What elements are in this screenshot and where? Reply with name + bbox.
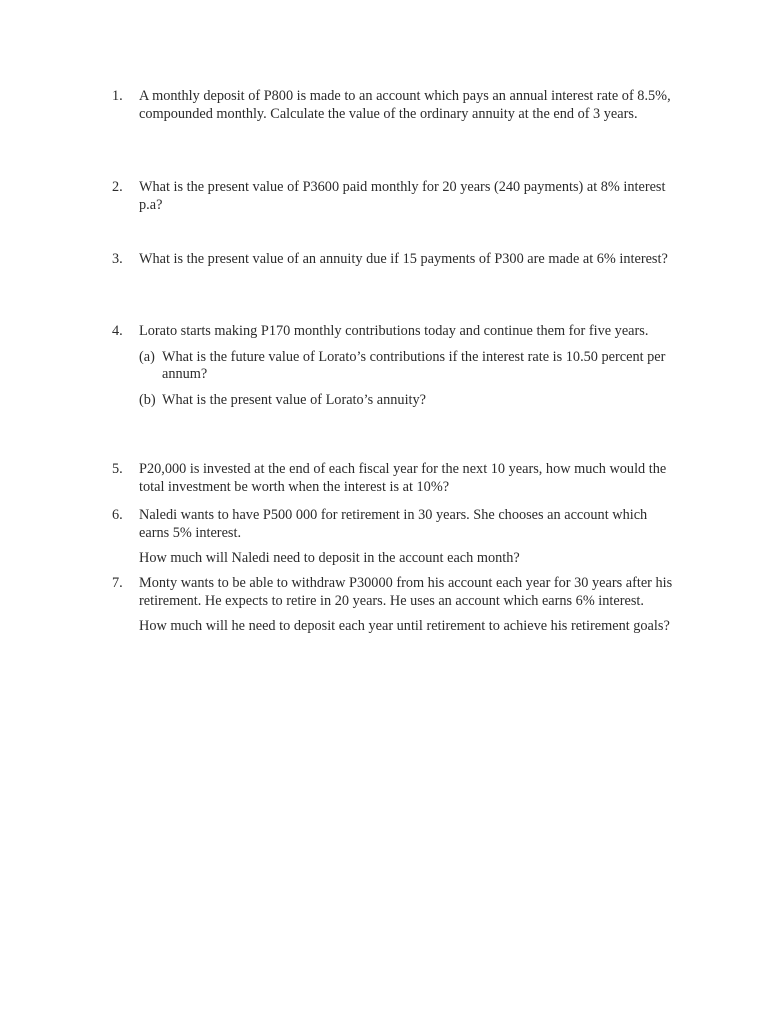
sub-question-text: What is the future value of Lorato’s contributions if the interest rate is 10.50 percent per annum? (162, 348, 666, 382)
question-number: 6. (112, 507, 123, 523)
question-number: 4. (112, 323, 123, 339)
question-text: What is the present value of P3600 paid monthly for 20 years (240 payments) at 8% interest p.a? (139, 179, 666, 213)
question-1 (112, 88, 677, 123)
sub-question-b (139, 392, 677, 410)
question-4 (112, 323, 677, 409)
question-number: 1. (112, 88, 123, 104)
question-text: Lorato starts making P170 monthly contributions today and continue them for five years. (139, 323, 649, 339)
sub-question-label: (a) (139, 348, 155, 365)
question-2 (112, 179, 677, 214)
question-follow-up: How much will he need to deposit each year until retirement to achieve his retirement goals? (139, 618, 670, 634)
question-number: 7. (112, 575, 123, 591)
question-text: P20,000 is invested at the end of each fiscal year for the next 10 years, how much would the total investment be worth when the interest is at 10%? (139, 461, 667, 495)
question-text: Monty wants to be able to withdraw P30000 from his account each year for 30 years after his retirement. He expects to retire in 20 years. He uses an account which earns 6% interest. (139, 575, 673, 609)
question-3 (112, 251, 677, 269)
question-follow-up: How much will Naledi need to deposit in the account each month? (139, 550, 520, 566)
question-5 (112, 461, 677, 496)
question-number: 3. (112, 251, 123, 267)
question-text: What is the present value of an annuity due if 15 payments of P300 are made at 6% interest? (139, 251, 668, 267)
sub-question-a (139, 349, 677, 384)
question-text: A monthly deposit of P800 is made to an account which pays an annual interest rate of 8.5%, compounded monthly. Calculate the value of the ordinary annuity at the end of 3 years. (139, 88, 671, 122)
question-7 (112, 575, 677, 636)
sub-question-text: What is the present value of Lorato’s annuity? (162, 391, 427, 408)
question-6 (112, 507, 677, 568)
question-number: 5. (112, 461, 123, 477)
question-number: 2. (112, 179, 123, 195)
question-text: Naledi wants to have P500 000 for retirement in 30 years. She chooses an account which earns 5% interest. (139, 507, 648, 541)
sub-question-label: (b) (139, 391, 156, 408)
